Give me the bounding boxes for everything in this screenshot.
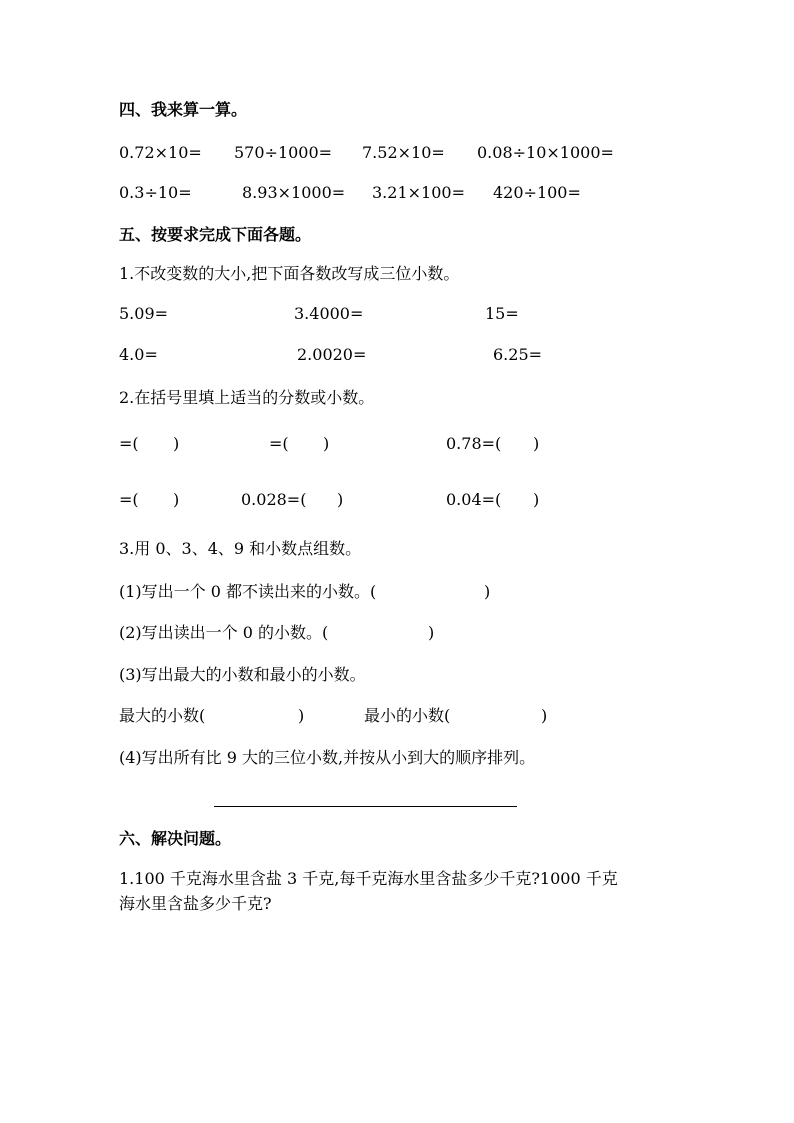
blank-close: ) xyxy=(173,434,180,453)
blank-close: ) xyxy=(298,706,305,725)
blank-open: 0.028=( xyxy=(241,490,307,509)
calc-item: 8.93×1000= xyxy=(242,183,346,202)
blank-close: ) xyxy=(173,490,180,509)
convert-item: 5.09= xyxy=(119,304,169,323)
max-decimal-label: 最大的小数( xyxy=(119,706,206,725)
blank-open: =( xyxy=(119,434,139,453)
q1-prompt: 1.不改变数的大小,把下面各数改写成三位小数。 xyxy=(119,264,460,283)
blank-open: =( xyxy=(119,490,139,509)
calc-item: 0.08÷10×1000= xyxy=(477,143,614,162)
convert-item: 15= xyxy=(485,304,519,323)
calc-item: 7.52×10= xyxy=(362,143,445,162)
q3-prompt: 3.用 0、3、4、9 和小数点组数。 xyxy=(119,539,362,558)
blank-open: 0.04=( xyxy=(446,490,502,509)
section5-heading: 五、按要求完成下面各题。 xyxy=(119,225,312,244)
calc-item: 570÷1000= xyxy=(234,143,333,162)
blank-close: ) xyxy=(533,490,540,509)
blank-close: ) xyxy=(484,582,491,601)
section6-heading: 六、解决问题。 xyxy=(119,829,232,848)
problem-text-line1: 1.100 千克海水里含盐 3 千克,每千克海水里含盐多少千克?1000 千克 xyxy=(119,869,618,888)
q3-part1: (1)写出一个 0 都不读出来的小数。( xyxy=(119,582,377,601)
min-decimal-label: 最小的小数( xyxy=(364,706,451,725)
answer-line xyxy=(214,806,517,807)
blank-close: ) xyxy=(541,706,548,725)
blank-close: ) xyxy=(323,434,330,453)
blank-close: ) xyxy=(337,490,344,509)
q3-part3: (3)写出最大的小数和最小的小数。 xyxy=(119,665,366,684)
q2-prompt: 2.在括号里填上适当的分数或小数。 xyxy=(119,388,375,407)
q3-part4: (4)写出所有比 9 大的三位小数,并按从小到大的顺序排列。 xyxy=(119,748,536,767)
calc-item: 0.72×10= xyxy=(119,143,202,162)
blank-open: =( xyxy=(269,434,289,453)
section4-heading: 四、我来算一算。 xyxy=(119,100,248,119)
blank-close: ) xyxy=(533,434,540,453)
convert-item: 4.0= xyxy=(119,345,158,364)
blank-close: ) xyxy=(428,623,435,642)
calc-item: 3.21×100= xyxy=(372,183,465,202)
blank-open: 0.78=( xyxy=(446,434,502,453)
convert-item: 6.25= xyxy=(493,345,543,364)
convert-item: 2.0020= xyxy=(297,345,367,364)
calc-item: 420÷100= xyxy=(493,183,581,202)
q3-part2: (2)写出读出一个 0 的小数。( xyxy=(119,623,329,642)
problem-text-line2: 海水里含盐多少千克? xyxy=(119,894,272,913)
calc-item: 0.3÷10= xyxy=(119,183,192,202)
convert-item: 3.4000= xyxy=(294,304,364,323)
